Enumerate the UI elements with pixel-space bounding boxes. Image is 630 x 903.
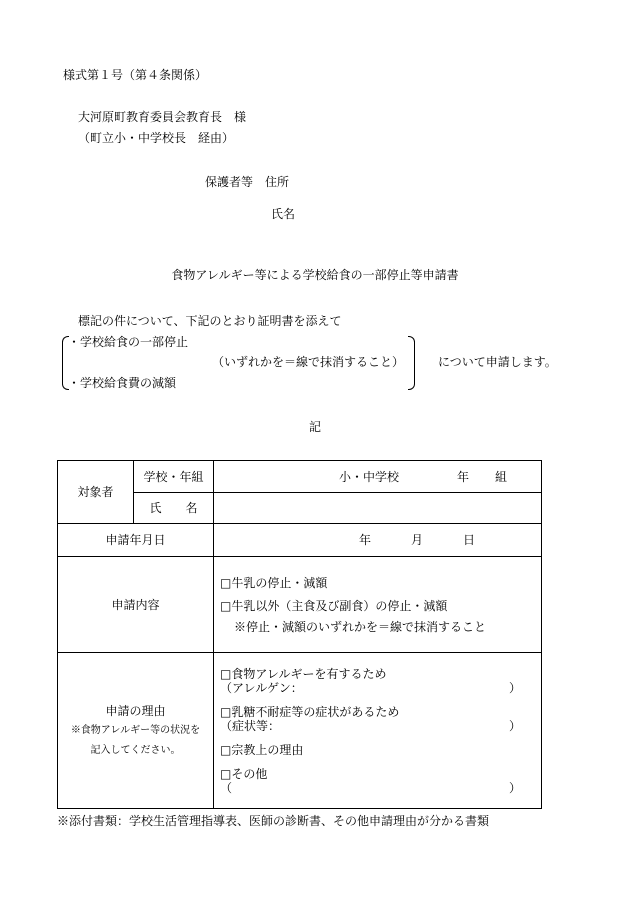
reason-label: 申請の理由 [105,703,166,718]
reason-lactose[interactable]: □乳糖不耐症等の症状があるため [220,704,400,719]
content-milk[interactable]: □牛乳の停止・減額 [220,575,328,590]
nen-label: 年 [457,469,470,484]
reason-field[interactable] [214,653,542,809]
date-day: 日 [463,533,476,547]
guardian-address-label: 保護者等 住所 [205,175,290,189]
content-other[interactable]: □牛乳以外（主食及び副食）の停止・減額 [220,598,448,613]
school-grade-field[interactable] [214,461,542,493]
content-label: 申請内容 [58,557,214,653]
ki-heading: 記 [308,420,321,434]
school-value: 小・中学校 [339,469,400,484]
name-label: 氏 名 [134,493,214,524]
reason-note-1: ※食物アレルギー等の状況を [70,724,201,736]
addressee: 大河原町教育委員会教育長 様 [78,110,247,124]
close-paren: ） [508,718,521,733]
reason-note-2: 記入してください。 [90,744,181,756]
allergen-label: （アレルゲン： [220,680,303,695]
other-open-paren: （ [220,780,233,795]
school-grade-label: 学校・年組 [134,461,214,493]
close-paren: ） [508,680,521,695]
reason-other[interactable]: □その他 [220,766,268,781]
form-number: 様式第１号（第４条関係） [63,68,208,82]
reason-allergy-detail[interactable] [214,681,541,695]
via-text: （町立小・中学校長 経由） [78,131,235,145]
content-note: ※停止・減額のいずれかを＝線で抹消すること [234,619,487,634]
reason-other-detail[interactable] [214,781,541,795]
kumi-label: 組 [495,469,508,484]
date-year: 年 [359,533,372,547]
symptom-label: （症状等： [220,718,281,733]
date-label: 申請年月日 [58,524,214,557]
application-table [57,460,542,809]
option-fee-reduction: ・学校給食費の減額 [68,376,177,390]
reason-lactose-detail[interactable] [214,719,541,733]
name-field[interactable] [214,493,542,524]
request-suffix: について申請します。 [438,355,557,369]
option-partial-stop: ・学校給食の一部停止 [68,335,189,349]
intro-text: 標記の件について、下記のとおり証明書を添えて [78,314,342,328]
document-title: 食物アレルギー等による学校給食の一部停止等申請書 [171,268,459,282]
reason-cell [58,653,214,809]
right-brace [408,336,415,390]
attachments-note: ※添付書類：学校生活管理指導表、医師の診断書、その他申請理由が分かる書類 [57,814,490,828]
guardian-name-label: 氏名 [271,207,296,221]
subject-label: 対象者 [58,461,134,524]
date-month: 月 [411,533,424,547]
reason-religious[interactable]: □宗教上の理由 [220,742,304,757]
close-paren: ） [508,780,521,795]
reason-allergy[interactable]: □食物アレルギーを有するため [220,666,387,681]
date-field[interactable] [214,524,542,557]
option-strike-note: （いずれかを＝線で抹消すること） [212,355,405,369]
content-field[interactable] [214,557,542,653]
